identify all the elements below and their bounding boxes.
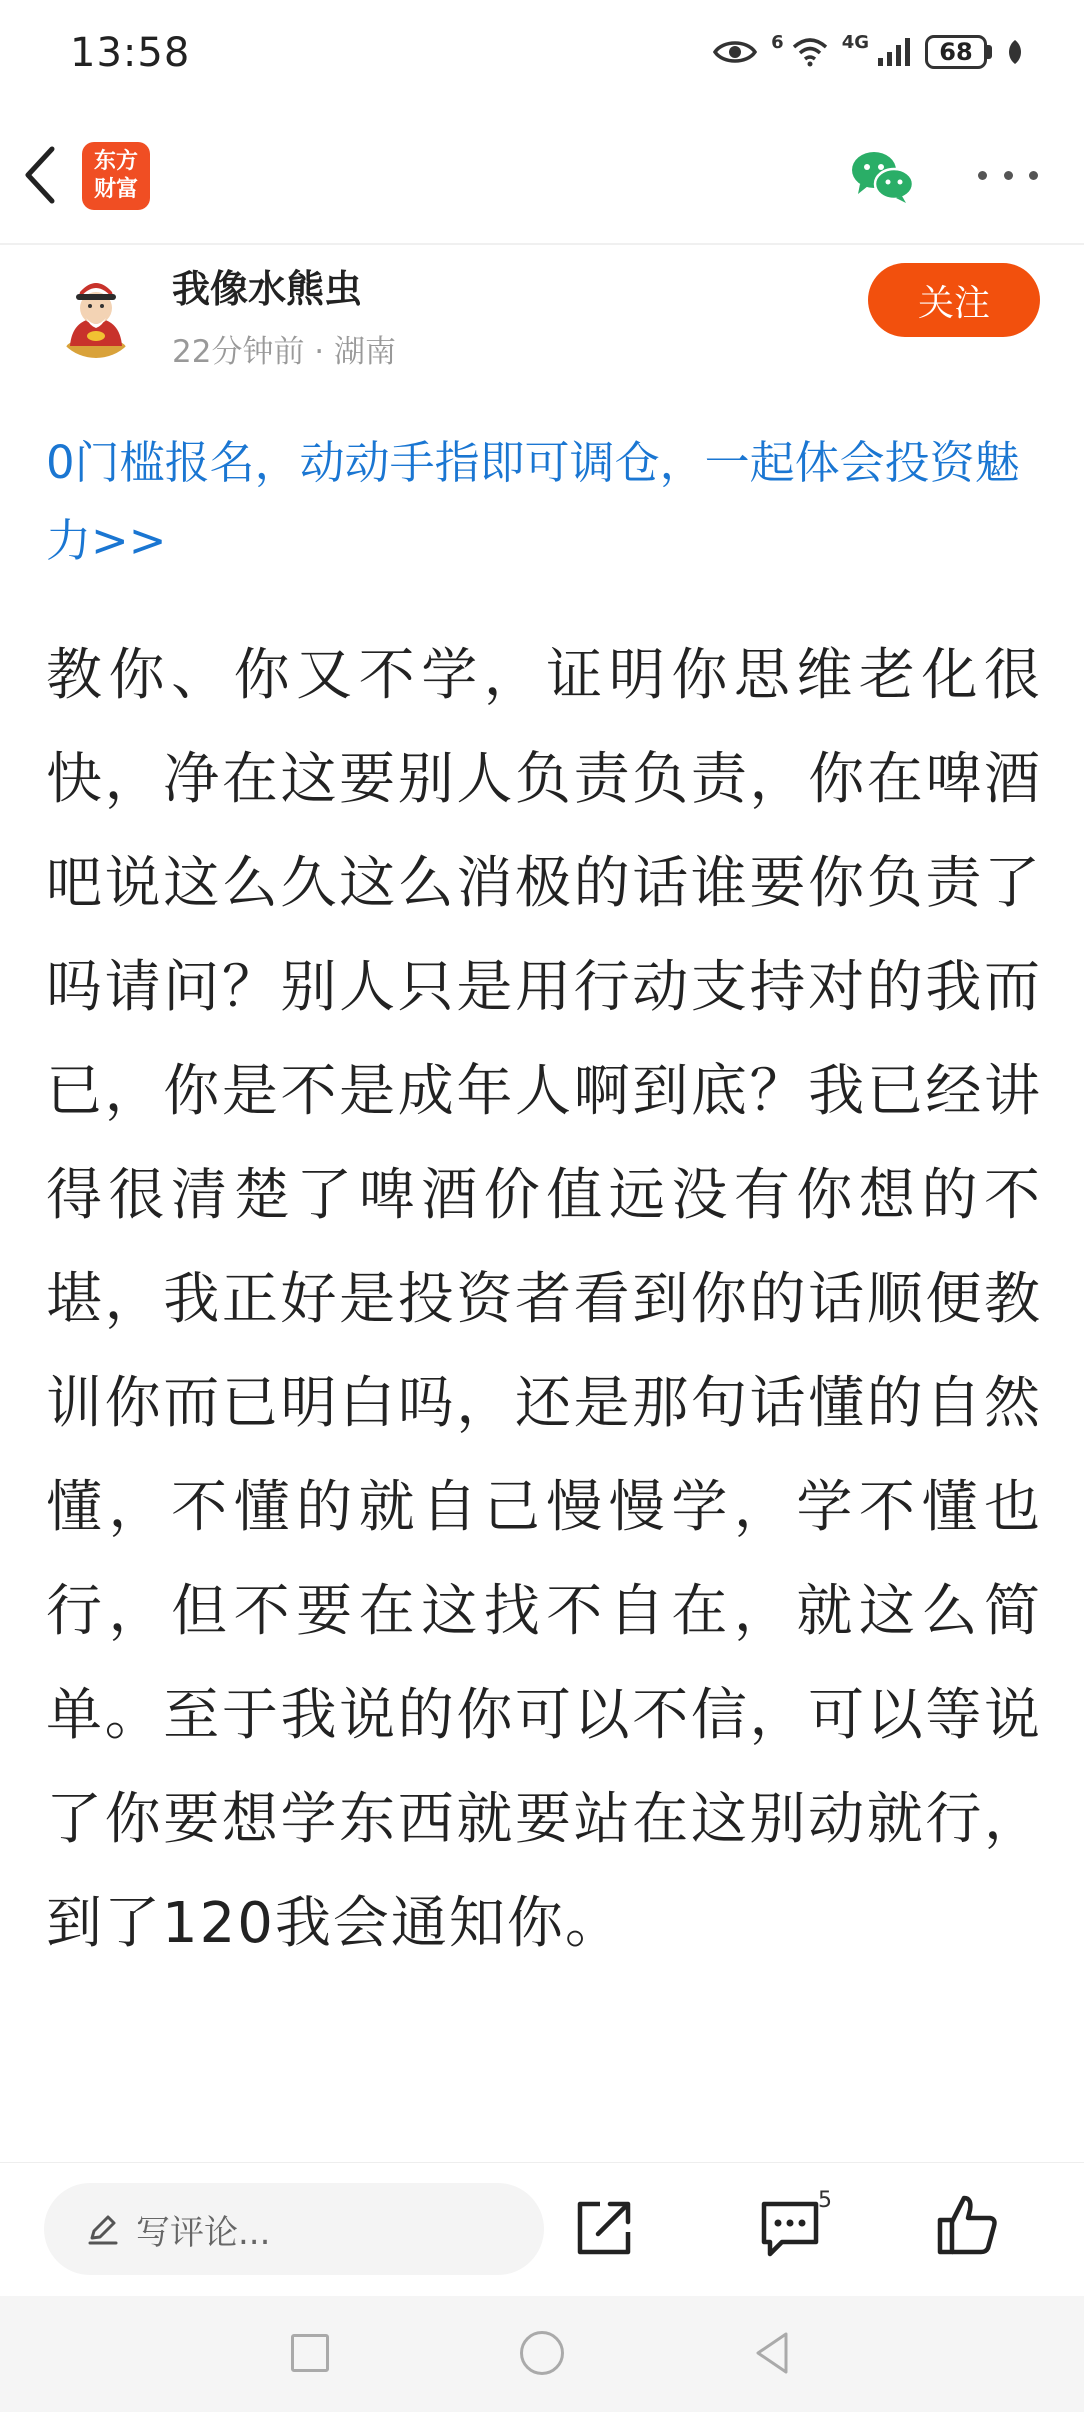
more-options-button[interactable]: [978, 160, 1038, 190]
wechat-share-button[interactable]: [850, 148, 914, 204]
post-body: 教你、你又不学，证明你思维老化很快，净在这要别人负责负责，你在啤酒吧说这么久这么消极的话谁要你负责了吗请问？别人只是用行动支持对的我而已，你是不是成年人啊到底？我已经讲得很清楚了啤酒价值远没有你想的不堪，我正好是投资者看到你的话顺便教训你而已明白吗，还是那句话懂的自然懂，不懂的就自己慢慢学，学不懂也行，但不要在这找不自在，就这么简单。至于我说的你可以不信，可以等说了你要想学东西就要站在这别动就行，到了120我会通知你。: [46, 643, 1042, 1956]
promo-link[interactable]: 0门槛报名，动动手指即可调仓，一起体会投资魅力>>: [46, 436, 1020, 567]
like-button[interactable]: [936, 2192, 1000, 2258]
more-dot-icon: [1029, 171, 1038, 180]
thumbs-up-icon: [936, 2192, 1000, 2258]
status-time: 13:58: [70, 30, 191, 76]
author-avatar[interactable]: [52, 270, 140, 358]
comments-button[interactable]: [758, 2196, 826, 2260]
chevron-left-icon: [22, 145, 58, 205]
app-logo: [82, 142, 150, 210]
wechat-icon: [850, 148, 914, 204]
battery-indicator: [925, 35, 992, 69]
comment-placeholder: 写评论...: [136, 2212, 271, 2253]
signal-icon: [877, 37, 911, 67]
leaf-icon: [1006, 38, 1024, 66]
author-name[interactable]: 我像水熊虫: [172, 267, 363, 311]
more-dot-icon: [1004, 171, 1013, 180]
god-of-wealth-avatar-icon: [52, 270, 140, 358]
home-icon[interactable]: [520, 2331, 564, 2375]
battery-level: 68: [925, 35, 987, 69]
back-button[interactable]: [22, 140, 72, 210]
comment-count-badge: 5: [818, 2188, 832, 2213]
share-icon: [572, 2196, 636, 2260]
network-label: 4G: [841, 32, 869, 53]
follow-button[interactable]: 关注: [868, 263, 1040, 337]
eye-icon: [713, 37, 757, 67]
nav-back-icon[interactable]: [750, 2330, 796, 2376]
share-button[interactable]: [572, 2196, 636, 2260]
logo-text-line2: 财富: [93, 177, 138, 202]
logo-text-line1: 东方: [93, 149, 138, 174]
wifi-icon: [792, 37, 828, 67]
post-meta: 22分钟前 · 湖南: [172, 334, 397, 370]
header-divider: [0, 243, 1084, 245]
more-dot-icon: [978, 171, 987, 180]
comment-bubble-icon: [758, 2196, 826, 2260]
pencil-icon: [86, 2212, 120, 2246]
comment-input[interactable]: [44, 2183, 544, 2275]
recent-apps-icon[interactable]: [291, 2334, 329, 2372]
status-icons: [713, 28, 1024, 76]
wifi-label: 6: [771, 32, 784, 53]
